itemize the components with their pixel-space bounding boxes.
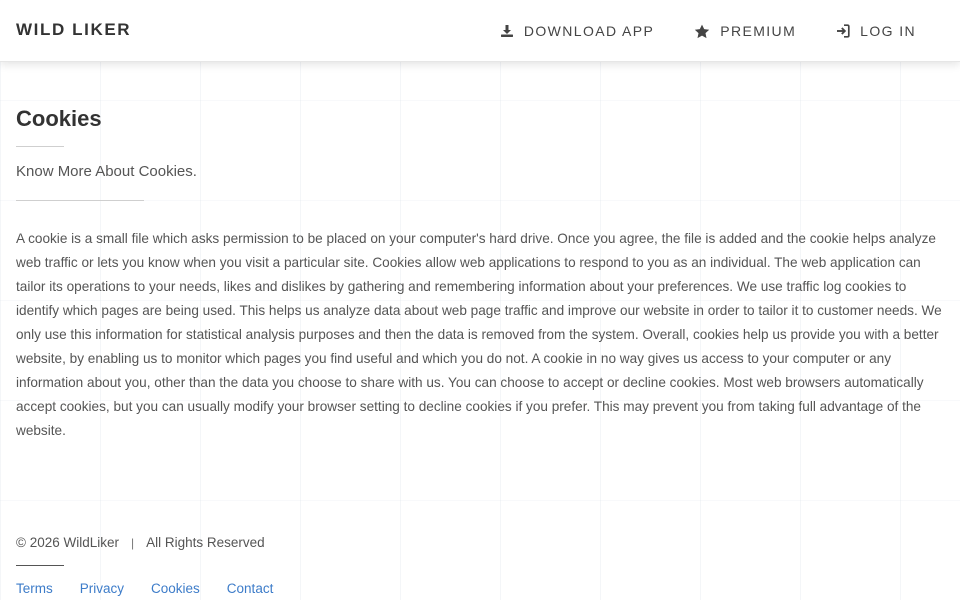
contact-link[interactable]: Contact — [226, 581, 274, 596]
rights-text: All Rights Reserved — [146, 535, 265, 550]
download-icon — [500, 24, 514, 38]
brand-logo-link[interactable]: WILD LIKER — [16, 20, 132, 39]
footer-links — [16, 580, 616, 598]
copyright-line — [16, 534, 616, 552]
top-navbar — [0, 0, 960, 62]
star-icon — [694, 24, 710, 39]
title-divider — [16, 146, 64, 147]
page-title: Cookies — [16, 106, 102, 131]
cookies-link[interactable]: Cookies — [151, 581, 200, 596]
footer — [16, 534, 616, 598]
copyright-text: © 2026 WildLiker — [16, 535, 119, 550]
log-in-link[interactable] — [836, 23, 916, 39]
nav-menu — [500, 22, 960, 40]
log-in-label: LOG IN — [860, 23, 916, 39]
premium-link[interactable] — [694, 23, 796, 39]
main-content — [16, 104, 942, 443]
terms-link[interactable]: Terms — [16, 581, 53, 596]
login-icon — [836, 24, 850, 38]
footer-separator: | — [131, 536, 135, 550]
download-app-label: DOWNLOAD APP — [523, 23, 655, 39]
page-subtitle: Know More About Cookies. — [16, 163, 197, 180]
premium-label: PREMIUM — [720, 23, 797, 39]
subtitle-divider — [16, 200, 144, 201]
footer-divider — [16, 565, 64, 566]
cookies-policy-text: A cookie is a small file which asks permission to be placed on your computer's hard drive. Once you agree, the file is added and the cookie helps analyze web traffic or lets you know when you visit a particular site. Cookies allow web applications to respond to you as an individual. The web application can tailor its operations to your needs, likes and dislikes by gathering and remembering information about your preferences. We use traffic log cookies to identify which pages are being used. This helps us analyze data about web page traffic and improve our website in order to tailor it to customer needs. We only use this information for statistical analysis purposes and then the data is removed from the system. Overall, cookies help us provide you with a better website, by enabling us to monitor which pages you find useful and which you do not. A cookie in no way gives us access to your computer or any information about you, other than the data you choose to share with us. You can choose to accept or decline cookies. Most web browsers automatically accept cookies, but you can usually modify your browser setting to decline cookies if you prefer. This may prevent you from taking full advantage of the website. — [16, 231, 942, 438]
privacy-link[interactable]: Privacy — [79, 581, 125, 596]
download-app-link[interactable] — [500, 23, 654, 39]
